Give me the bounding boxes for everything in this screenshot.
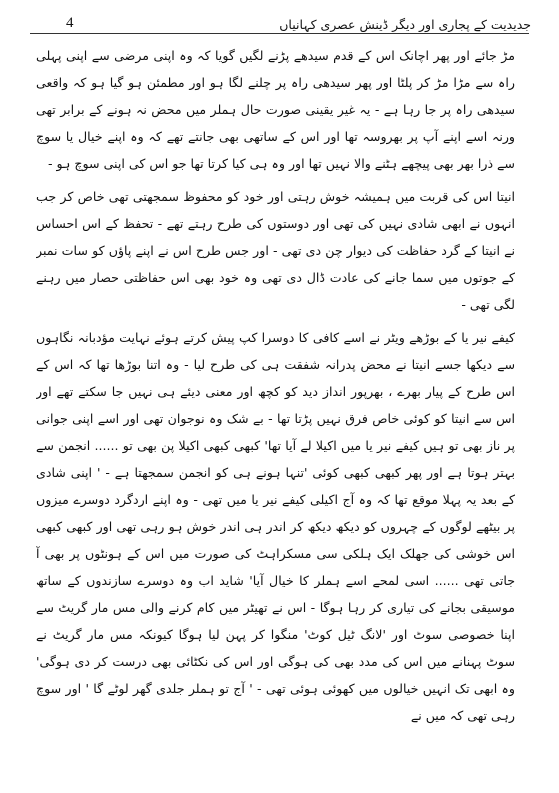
header-divider: [30, 33, 529, 34]
paragraph: کیفے نیر یا کے بوڑھے ویٹر نے اسے کافی کا دوسرا کپ پیش کرتے ہوئے نہایت مؤدبانہ نگاہوں سے دیکھا جسے انیتا نے محض پدرانہ شفقت ہی کی طرح لیا - وہ اتنا بوڑھا تھا کہ اس کے اس طرح کے پیار بھرے ، بھرپور انداز دید کو کچھ اور معنی دیئے ہی نہیں جا سکتے تھے اور اس سے انیتا کو کوئی خاص فرق نہیں پڑتا تھا - بے شک وہ نوجوان تھی اور اسے اپنی جوانی پر ناز بھی تو ہیں کیفے نیر یا میں اکیلا لے آیا تھا' کبھی کبھی اکیلا پن بھی تو ...... انجمن سے بہتر ہوتا ہے اور پھر کبھی کبھی کوئی 'تنہا ہونے ہی کو انجمن سمجھتا ہے - ' اپنی شادی کے بعد یہ پہلا موقع تھا کہ وہ آج اکیلی کیفے نیر یا میں تھی - وہ اپنے اردگرد دوسرے میزوں پر بیٹھے لوگوں کے چہروں کو دیکھ دیکھ کر اندر ہی اندر خوش ہو رہی تھی اور کبھی کبھی اس خوشی کی جھلک ایک ہلکی سی مسکراہٹ کی صورت میں اس کے ہونٹوں پر بھی آ جاتی تھی ...... اسی لمحے اسے ہملر کا خیال آیا' شاید اب وہ دوسرے سازندوں کے ساتھ موسیقی بجانے کی تیاری کر رہا ہوگا - اس نے تھیٹر میں کام کرنے والی مس مار گریٹ سے اپنا خصوصی سوٹ اور 'لانگ ٹیل کوٹ' منگوا کر پہن لیا ہوگا کیونکہ مس مار گریٹ نے سوٹ پہنانے میں اس کی مدد بھی کی ہوگی اور اس کی نکٹائی بھی درست کر دی ہوگی' وہ ابھی تک انہیں خیالوں میں کھوئی ہوئی تھی - ' آج تو ہملر جلدی گھر لوٹے گا ' اور سوچ رہی تھی کہ میں نے: [36, 330, 515, 723]
paragraph: مڑ جائے اور پھر اچانک اس کے قدم سیدھے پڑنے لگیں گویا کہ وہ اپنی مرضی سے اپنی پہلی راہ سے مڑا مڑ کر پلٹا اور پھر سیدھی راہ پر چلنے لگا ہو اور مطمئن ہو گیا ہو کہ واقعی سیدھی راہ پر جا رہا ہے - یہ غیر یقینی صورت حال ہملر میں محض نہ ہونے کے برابر تھی ورنہ اسے اپنے آپ پر بھروسہ تھا اور اس کے ساتھی بھی جانتے تھے کہ وہ اپنے خیال یا سوچ سے ذرا بھر بھی پیچھے ہٹنے والا نہیں تھا اور وہ ہی کیا کرتا تھا جو اس کی اپنی سوچ ہو -: [36, 48, 515, 171]
running-header-title: جدیدیت کے پجاری اور دیگر ڈینش عصری کہانیاں: [279, 17, 531, 32]
page-number: 4: [66, 15, 74, 31]
body-text: [36, 42, 515, 787]
running-header: [28, 8, 531, 32]
paragraph: انیتا اس کی قربت میں ہمیشہ خوش رہتی اور خود کو محفوظ سمجھتی تھی خاص کر جب انہوں نے ابھی شادی نہیں کی تھی اور دوستوں کی طرح رہتے تھے - تحفظ کے اس احساس نے انیتا کے گرد حفاظت کی دیوار چن دی تھی - اور جس طرح اس نے اپنے پاؤں کو سات نمبر کے جوتوں میں سما جانے کی عادت ڈال دی تھی وہ خود بھی اس حفاظتی حصار میں رہنے لگی تھی -: [36, 189, 515, 312]
